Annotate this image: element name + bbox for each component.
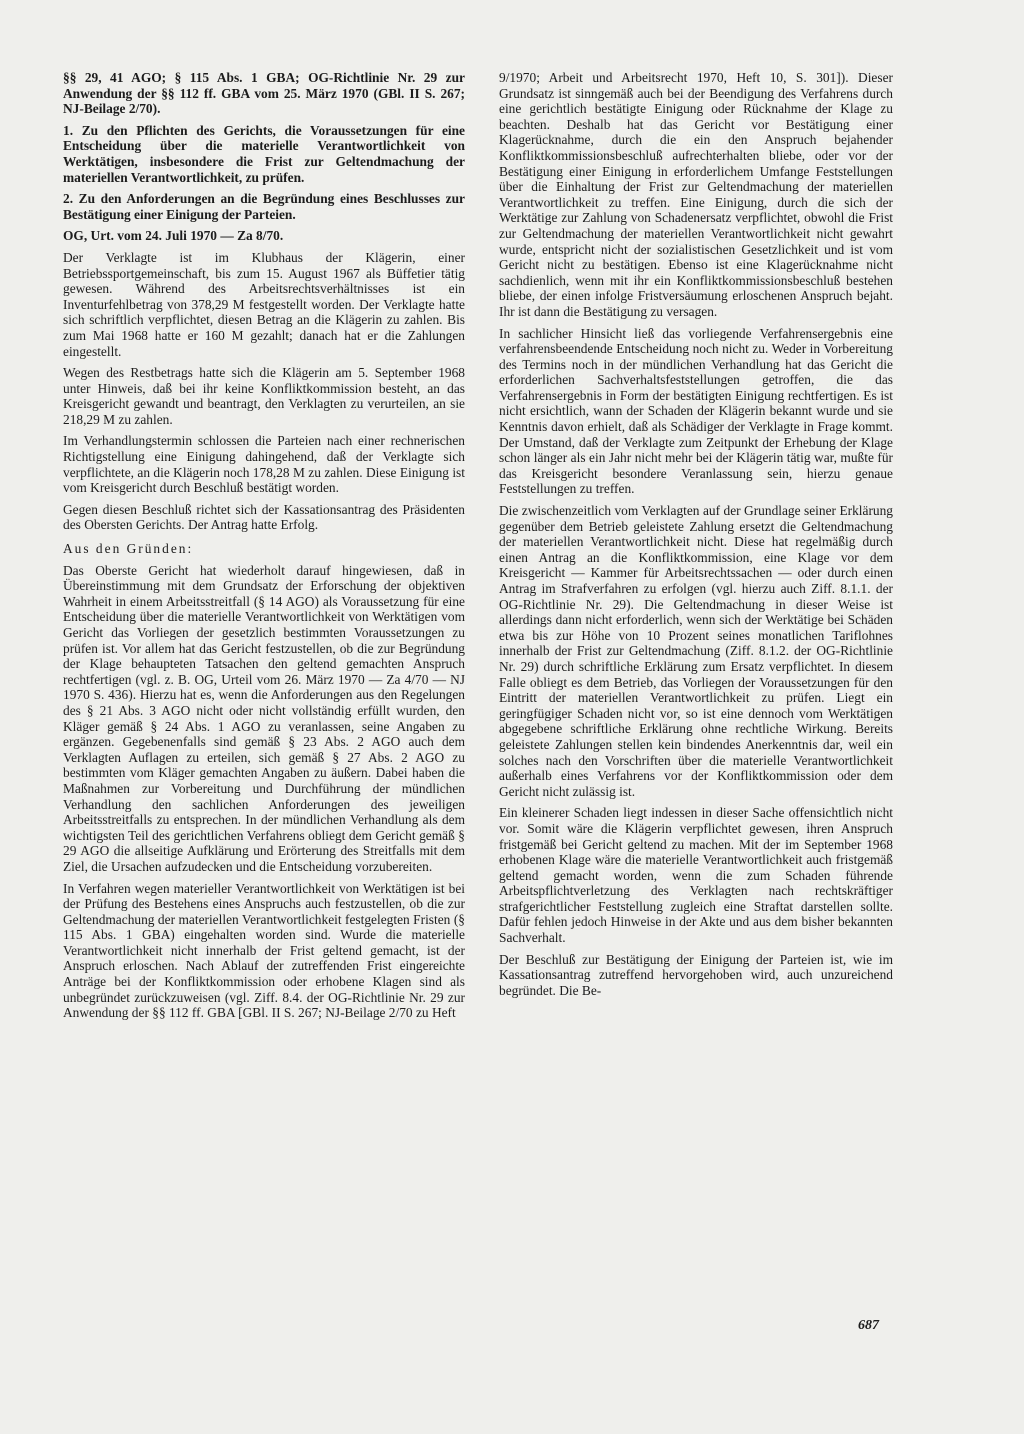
right-column — [499, 70, 893, 1004]
court-reference: OG, Urt. vom 24. Juli 1970 — Za 8/70. — [63, 228, 284, 244]
header-citation: §§ 29, 41 AGO; § 115 Abs. 1 GBA; OG-Richtlinie Nr. 29 zur Anwendung der §§ 112 ff. GBA vom 25. März 1970 (GBl. II S. 267; NJ-Beilage 2/70). — [63, 70, 465, 117]
right-paragraph-3: Die zwischenzeitlich vom Verklagten auf der Grundlage seiner Erklärung gegenüber dem Betrieb geleistete Zahlung ersetzt die Geltendmachung der materiellen Verantwortlichkeit nicht. Diese hat regelmäßig durch einen Antrag an die Konfliktkommission, eine Klage vor dem Kreisgericht — Kammer für Arbeitsrechtssachen — oder durch einen Antrag im Strafverfahren zu erfolgen (vgl. hierzu auch Ziff. 8.1.1. der OG-Richtlinie Nr. 29). Die Geltendmachung in dieser Weise ist allerdings dann nicht erforderlich, wenn sich der Werktätige bei Schäden etwa bis zur Höhe von 10 Prozent seines monatlichen Tariflohnes innerhalb der Frist zur Geltendmachung (Ziff. 8.1.2. der OG-Richtlinie Nr. 29) durch schriftliche Erklärung zum Ersatz verpflichtet. In diesem Falle obliegt es dem Betrieb, das Vorliegen der Voraussetzungen für den Eintritt der materiellen Verantwortlichkeit zu prüfen. Liegt ein geringfügiger Schaden nicht vor, so ist eine dennoch vom Werktätigen abgegebene schriftliche Erklärung ohne rechtliche Wirkung. Bereits geleistete Zahlungen stellen kein bindendes Anerkenntnis dar, weil ein solches nach den Vorschriften über die materielle Verantwortlichkeit außerhalb eines Verfahrens vor der Konfliktkommission oder dem Gericht nicht zulässig ist. — [499, 503, 893, 799]
headnote-2: 2. Zu den Anforderungen an die Begründung eines Beschlusses zur Bestätigung einer Einigung der Parteien. — [63, 191, 465, 222]
reasons-paragraph-1: Das Oberste Gericht hat wiederholt darauf hingewiesen, daß in Übereinstimmung mit dem Grundsatz der Erforschung der objektiven Wahrheit in einem Arbeitsstreitfall (§ 14 AGO) als Voraussetzung für eine Entscheidung über die materielle Verantwortlichkeit von Werktätigen vom Gericht das Vorliegen der gesetzlich bestimmten Voraussetzungen zu prüfen ist. Vor allem hat das Gericht festzustellen, ob die zur Begründung der Klage behaupteten Tatsachen den geltend gemachten Anspruch rechtfertigen (vgl. z. B. OG, Urteil vom 26. März 1970 — Za 4/70 — NJ 1970 S. 436). Hierzu hat es, wenn die Anforderungen aus den Regelungen des § 21 Abs. 3 AGO nicht oder nicht vollständig erfüllt wurden, den Kläger gemäß § 24 Abs. 1 AGO zu veranlassen, seine Angaben zu ergänzen. Gegebenenfalls sind gemäß § 23 Abs. 2 AGO auch dem Verklagten Auflagen zu erteilen, sich gemäß § 27 Abs. 2 AGO zu bestimmten vom Kläger gemachten Angaben zu äußern. Dabei haben die Maßnahmen zur Vorbereitung und Durchführung der mündlichen Verhandlung den sachlichen Anforderungen des jeweiligen Arbeitsstreitfalls zu entsprechen. In der mündlichen Verhandlung als dem wichtigsten Teil des gerichtlichen Verfahrens obliegt dem Gericht gemäß § 29 AGO die allseitige Aufklärung und Erörterung des Streitfalls mit dem Ziel, die Ursachen aufzudecken und die Entscheidung vorzubereiten. — [63, 562, 465, 874]
facts-paragraph-4: Gegen diesen Beschluß richtet sich der Kassationsantrag des Präsidenten des Obersten Gerichts. Der Antrag hatte Erfolg. — [63, 501, 465, 533]
right-paragraph-4: Ein kleinerer Schaden liegt indessen in dieser Sache offensichtlich nicht vor. Somit wäre die Klägerin verpflichtet gewesen, ihren Anspruch fristgemäß bei Gericht geltend zu machen. Mit der im September 1968 erhobenen Klage wäre die materielle Verantwortlichkeit auch fristgemäß geltend gemacht worden, wenn die zum Schaden führende Arbeitspflichtverletzung des Verklagten nach rechtskräftiger strafgerichtlicher Feststellung zugleich eine Straftat darstellen sollte. Dafür fehlen jedoch Hinweise in der Akte und aus dem bisher bekannten Sachverhalt. — [499, 805, 893, 946]
facts-paragraph-3: Im Verhandlungstermin schlossen die Parteien nach einer rechnerischen Richtigstellung eine Einigung dahingehend, daß der Verklagte sich verpflichtete, an die Klägerin noch 178,28 M zu zahlen. Diese Einigung ist vom Kreisgericht durch Beschluß bestätigt worden. — [63, 433, 465, 496]
reasons-paragraph-2: In Verfahren wegen materieller Verantwortlichkeit von Werktätigen ist bei der Prüfung des Bestehens eines Anspruchs auch festzustellen, ob die zur Geltendmachung der materiellen Verantwortlichkeit festgelegten Fristen (§ 115 Abs. 1 GBA) eingehalten worden sind. Wurde die materielle Verantwortlichkeit nicht innerhalb der Frist geltend gemacht, ist der Anspruch erloschen. Nach Ablauf der zutreffenden Frist eingereichte Anträge bei der Konfliktkommission oder erhobene Klagen sind als unbegründet zurückzuweisen (vgl. Ziff. 8.4. der OG-Richtlinie Nr. 29 zur Anwendung der §§ 112 ff. GBA [GBl. II S. 267; NJ-Beilage 2/70 zu Heft — [63, 880, 465, 1021]
left-column — [63, 70, 465, 1027]
right-paragraph-2: In sachlicher Hinsicht ließ das vorliegende Verfahrensergebnis eine verfahrensbeendende Entscheidung noch nicht zu. Weder in Vorbereitung des Termins noch in der mündlichen Verhandlung hat das Gericht die erforderlichen Sachverhaltsfeststellungen getroffen, die das Verfahrensergebnis in Form der bestätigten Einigung rechtfertigen. Es ist nicht ersichtlich, wann der Schaden der Klägerin bekannt wurde und sie Kenntnis davon erhielt, daß als Schädiger der Verklagte in Frage kommt. Der Umstand, daß der Verklagte zum Zeitpunkt der Erhebung der Klage schon länger als ein Jahr nicht mehr bei der Klägerin tätig war, mußte für das Kreisgericht besondere Veranlassung sein, hierzu genaue Feststellungen zu treffen. — [499, 325, 893, 497]
page-number: 687 — [858, 1318, 879, 1333]
facts-paragraph-2: Wegen des Restbetrags hatte sich die Klägerin am 5. September 1968 unter Hinweis, daß bei ihr keine Konfliktkommission besteht, an das Kreisgericht gewandt und beantragt, den Verklagten zu verurteilen, an sie 218,29 M zu zahlen. — [63, 365, 465, 427]
right-paragraph-1: 9/1970; Arbeit und Arbeitsrecht 1970, Heft 10, S. 301]). Dieser Grundsatz ist sinngemäß auch bei der Beendigung des Verfahrens durch eine gerichtlich bestätigte Einigung oder Rücknahme der Klage zu beachten. Deshalb hat das Gericht vor Bestätigung einer Klagerücknahme, durch die ein den Anspruch bejahender Konfliktkommissionsbeschluß aufrechterhalten bliebe, oder vor der Bestätigung einer Einigung in erforderlichem Umfange Feststellungen über die Einhaltung der Frist zur Geltendmachung der materiellen Verantwortlichkeit zu treffen. Eine Einigung, durch die sich der Werktätige zur Zahlung von Schadenersatz verpflichtet, obwohl die Frist zur Geltendmachung der materiellen Verantwortlichkeit nicht gewahrt wurde, entspricht nicht der sozialistischen Gesetzlichkeit und ist vom Gericht nicht zu bestätigen. Ebenso ist eine Klagerücknahme nicht sachdienlich, wenn mit ihr ein Konfliktkommissionsbeschluß bestehen bliebe, der einen infolge Fristversäumung erloschenen Anspruch bejaht. Ihr ist dann die Bestätigung zu versagen. — [499, 70, 893, 319]
facts-paragraph-1: Der Verklagte ist im Klubhaus der Klägerin, einer Betriebssportgemeinschaft, bis zum 15. August 1967 als Büffetier tätig gewesen. Während des Arbeitsrechtsverhältnisses ist ein Inventurfehlbetrag von 378,29 M festgestellt worden. Der Verklagte hatte sich schriftlich verpflichtet, diesen Betrag an die Klägerin zu zahlen. Bis zum Mai 1968 hatte er 160 M gezahlt; danach hat er die Zahlungen eingestellt. — [63, 249, 465, 359]
right-paragraph-5: Der Beschluß zur Bestätigung der Einigung der Parteien ist, wie im Kassationsantrag zutreffend hervorgehoben wird, auch unzureichend begründet. Die Be- — [499, 951, 893, 998]
headnote-1: 1. Zu den Pflichten des Gerichts, die Voraussetzungen für eine Entscheidung über die materielle Verantwortlichkeit von Werktätigen, insbesondere die Frist zur Geltendmachung der materiellen Verantwortlichkeit, zu prüfen. — [63, 122, 465, 185]
reasons-heading: Aus den Gründen: — [63, 541, 194, 557]
